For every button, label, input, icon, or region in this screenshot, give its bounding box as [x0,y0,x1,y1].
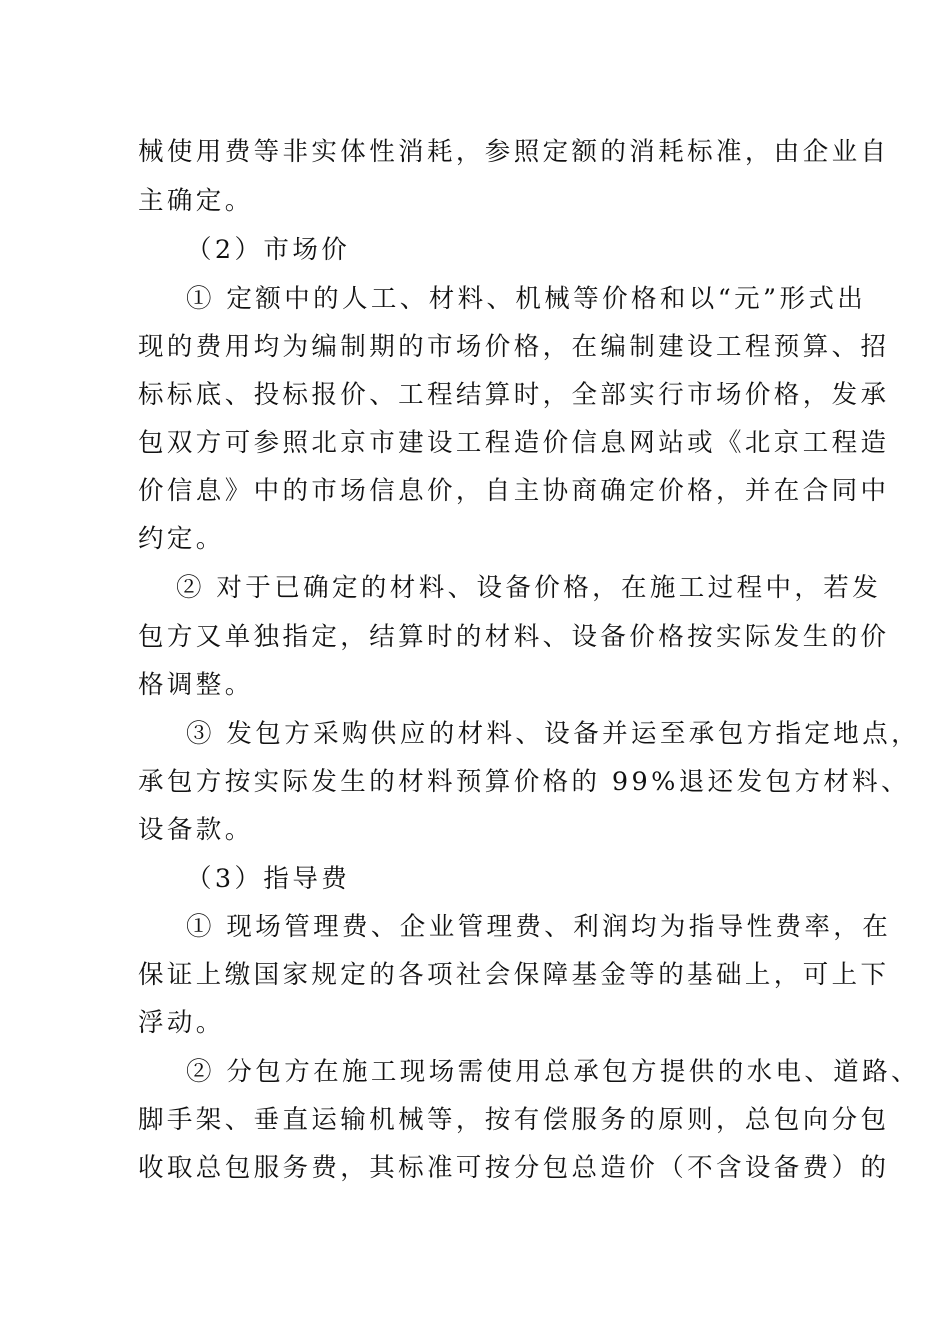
section-heading: （2）市场价 [186,235,351,265]
text-line: ① 定额中的人工、材料、机械等价格和以“元”形式出 [186,284,867,314]
text-line: 标标底、投标报价、工程结算时，全部实行市场价格，发承 [138,380,890,410]
section-heading: （3）指导费 [186,864,351,894]
text-line: ③ 发包方采购供应的材料、设备并运至承包方指定地点， [186,719,921,749]
text-line: 脚手架、垂直运输机械等，按有偿服务的原则，总包向分包 [138,1105,890,1135]
text-line: ① 现场管理费、企业管理费、利润均为指导性费率，在 [186,912,892,942]
text-line: 浮动。 [138,1008,225,1038]
text-line: 格调整。 [138,670,254,700]
text-line: 包双方可参照北京市建设工程造价信息网站或《北京工程造 [138,428,890,458]
text-line: 械使用费等非实体性消耗，参照定额的消耗标准，由企业自 [138,137,890,167]
text-line: 设备款。 [138,815,254,845]
text-line: 价信息》中的市场信息价，自主协商确定价格，并在合同中 [138,476,890,506]
text-line: 主确定。 [138,186,254,216]
text-line: 包方又单独指定，结算时的材料、设备价格按实际发生的价 [138,622,890,652]
text-line: 约定。 [138,524,225,554]
text-line: 收取总包服务费，其标准可按分包总造价（不含设备费）的 [138,1153,890,1183]
text-line: 现的费用均为编制期的市场价格，在编制建设工程预算、招 [138,332,890,362]
text-line: 保证上缴国家规定的各项社会保障基金等的基础上，可上下 [138,960,890,990]
text-line: 承包方按实际发生的材料预算价格的 99%退还发包方材料、 [138,767,910,797]
text-line: ② 对于已确定的材料、设备价格，在施工过程中，若发 [176,573,882,603]
text-line: ② 分包方在施工现场需使用总承包方提供的水电、道路、 [186,1057,921,1087]
